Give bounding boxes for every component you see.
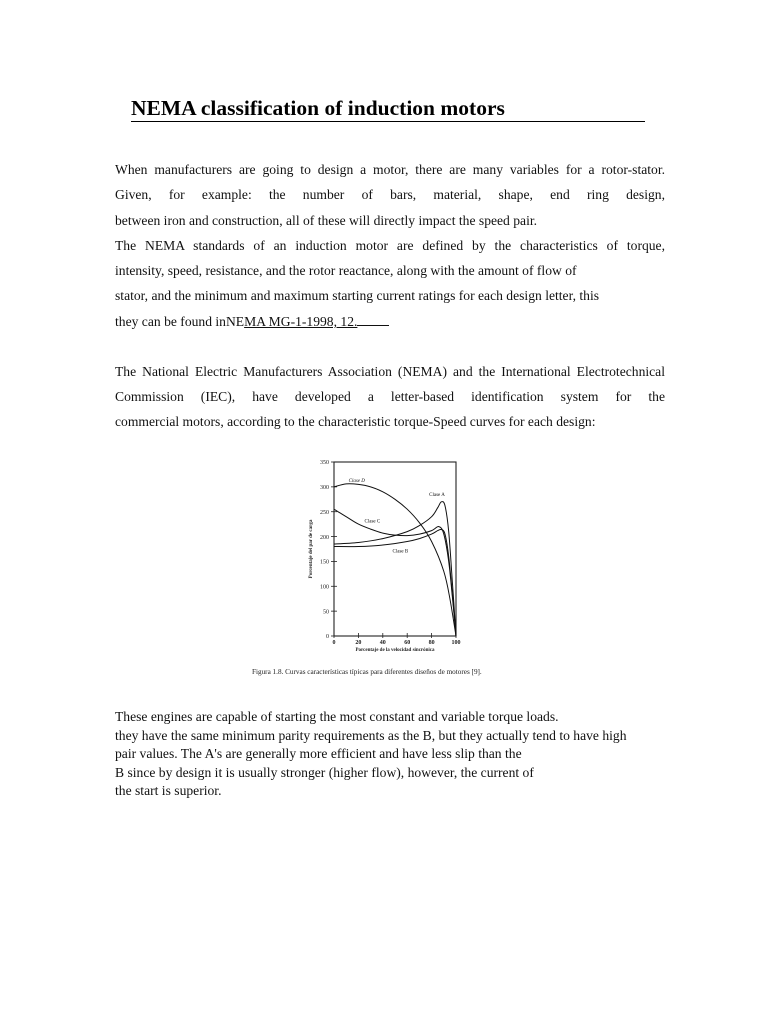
paragraph-line: When manufacturers are going to design a motor, there are many variables for a rotor-stator. <box>115 162 665 177</box>
series-line-clase-b <box>334 529 456 636</box>
y-tick-label: 50 <box>323 609 329 616</box>
document-title: NEMA classification of induction motors <box>131 96 505 120</box>
series-label: Clase A <box>429 492 445 498</box>
x-axis-label: Porcentaje de la velocidad sincrónica <box>355 648 435 653</box>
title-underline <box>131 121 645 122</box>
y-tick-label: 300 <box>320 485 329 492</box>
paragraph-line: the start is superior. <box>115 783 222 798</box>
series-label: Clase D <box>348 478 365 484</box>
paragraph-line: Given, for example: the number of bars, material, shape, end ring design, <box>115 187 665 202</box>
y-tick-label: 250 <box>320 509 329 516</box>
x-tick-label: 40 <box>379 640 386 646</box>
x-tick-label: 20 <box>355 640 362 646</box>
x-tick-label: 0 <box>332 640 336 646</box>
paragraph-line: commercial motors, according to the characteristic torque-Speed curves for each design: <box>115 414 596 429</box>
paragraph-line: Commission (IEC), have developed a letter-based identification system for the <box>115 389 665 404</box>
y-axis-label: Porcentaje del par de carga <box>309 519 314 579</box>
y-tick-label: 200 <box>320 534 329 541</box>
paragraph-line: stator, and the minimum and maximum starting current ratings for each design letter, this <box>115 288 600 303</box>
paragraph-line: The National Electric Manufacturers Association (NEMA) and the International Electrotechnical <box>115 364 665 379</box>
paragraph-line: These engines are capable of starting the most constant and variable torque loads. <box>115 709 559 724</box>
x-tick-label: 100 <box>451 640 461 646</box>
series-label: Clase C <box>364 519 381 525</box>
x-tick-label: 80 <box>428 640 435 646</box>
paragraph-line: intensity, speed, resistance, and the rotor reactance, along with the amount of flow of <box>115 263 577 278</box>
figure-caption: Figura 1.8. Curvas características típicas para diferentes diseños de motores [9]. <box>252 668 482 676</box>
y-tick-label: 150 <box>320 559 329 566</box>
x-tick-label: 60 <box>404 640 411 646</box>
torque-speed-figure <box>245 455 545 682</box>
y-tick-label: 350 <box>320 460 329 467</box>
standard-reference: MA MG-1-1998, 12. <box>244 314 358 329</box>
series-label: Clase B <box>392 549 409 555</box>
series-line-clase-c <box>334 509 456 636</box>
torque-speed-chart <box>245 455 545 670</box>
paragraph-line: between iron and construction, all of these will directly impact the speed pair. <box>115 213 538 228</box>
reference-underline <box>357 314 389 326</box>
paragraph-line: they have the same minimum parity requirements as the B, but they actually tend to have high <box>115 728 627 743</box>
paragraph-last-line <box>115 314 389 330</box>
paragraph-line: The NEMA standards of an induction motor are defined by the characteristics of torque, <box>115 238 665 253</box>
y-tick-label: 100 <box>320 584 329 591</box>
paragraph-line-prefix: they can be found inNE <box>115 314 245 329</box>
series-line-clase-d <box>334 484 456 636</box>
paragraph-line: B since by design it is usually stronger (higher flow), however, the current of <box>115 765 534 780</box>
paragraph-line: pair values. The A's are generally more efficient and have less slip than the <box>115 746 522 761</box>
series-line-clase-a <box>334 502 456 636</box>
y-tick-label: 0 <box>326 634 329 641</box>
